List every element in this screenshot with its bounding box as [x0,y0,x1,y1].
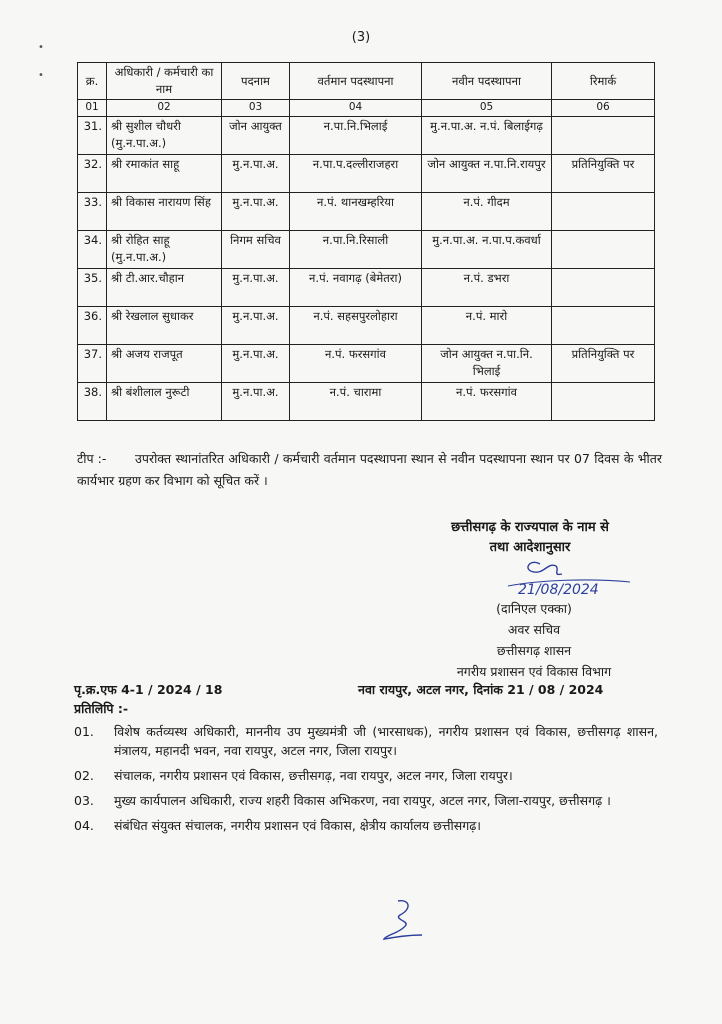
margin-mark: • [38,70,44,81]
copy-number: 03. [74,793,94,808]
page-number: (3) [351,30,371,45]
signatory-designation: अवर सचिव [507,622,561,637]
table-row [78,307,655,345]
current-posting-cell: न.पं. नवागढ़ (बेमेतरा) [290,269,422,307]
new-posting-cell: न.पं. डभरा [422,269,552,307]
reference-number: पृ.क्र.एफ 4-1 / 2024 / 18 [74,682,223,697]
serial-cell: 38. [78,383,107,421]
table-row [78,345,655,383]
name-cell: श्री रोहित साहू (मु.न.पा.अ.) [107,231,222,269]
transfer-table [77,62,655,421]
table-row [78,117,655,155]
serial-cell: 35. [78,269,107,307]
column-number: 01 [78,100,107,117]
remark-cell [552,193,655,231]
remark-cell: प्रतिनियुक्ति पर [552,155,655,193]
serial-cell: 31. [78,117,107,155]
remark-cell [552,307,655,345]
copy-number: 04. [74,818,94,833]
serial-cell: 36. [78,307,107,345]
name-cell: श्री अजय राजपूत [107,345,222,383]
table-row [78,231,655,269]
copy-number: 01. [74,724,94,739]
designation-cell: मु.न.पा.अ. [222,269,290,307]
new-posting-cell: जोन आयुक्त न.पा.नि.रायपुर [422,155,552,193]
table-row [78,269,655,307]
column-number-row [78,100,655,117]
signatory-block [404,598,664,682]
copy-to-list [74,722,658,841]
name-cell: श्री विकास नारायण सिंह [107,193,222,231]
current-posting-cell: न.पं. थानखम्हरिया [290,193,422,231]
remark-cell [552,231,655,269]
list-item [74,791,658,810]
new-posting-cell: न.पं. फरसगांव [422,383,552,421]
table-row [78,155,655,193]
name-cell: श्री सुशील चौधरी (मु.न.पा.अ.) [107,117,222,155]
handwritten-signature-icon [500,556,635,600]
name-cell: श्री रमाकांत साहू [107,155,222,193]
header-new-posting: नवीन पदस्थापना [422,63,552,100]
serial-cell: 34. [78,231,107,269]
current-posting-cell: न.पा.नि.रिसाली [290,231,422,269]
current-posting-cell: न.पं. चारामा [290,383,422,421]
remark-cell [552,269,655,307]
new-posting-cell: जोन आयुक्त न.पा.नि. भिलाई [422,345,552,383]
copy-number: 02. [74,768,94,783]
signatory-govt: छत्तीसगढ़ शासन [496,643,572,658]
copy-recipient: संबंधित संयुक्त संचालक, नगरीय प्रशासन एवं विकास, क्षेत्रीय कार्यालय छत्तीसगढ़। [114,818,482,833]
name-cell: श्री रेखलाल सुधाकर [107,307,222,345]
designation-cell: निगम सचिव [222,231,290,269]
place-and-date: नवा रायपुर, अटल नगर, दिनांक 21 / 08 / 2024 [358,682,604,697]
copy-to-heading: प्रतिलिपि :- [74,701,129,716]
signatory-name: (दानिएल एक्का) [496,601,572,616]
note-label: टीप :- [77,451,107,466]
name-cell: श्री बंशीलाल नुरूटी [107,383,222,421]
new-posting-cell: मु.न.पा.अ. न.पा.प.कवर्धा [422,231,552,269]
margin-mark: • [38,42,44,53]
table-header-row [78,63,655,100]
header-name: अधिकारी / कर्मचारी का नाम [107,63,222,100]
header-serial: क्र. [78,63,107,100]
copy-recipient: मुख्य कार्यपालन अधिकारी, राज्य शहरी विकास अभिकरण, नवा रायपुर, अटल नगर, जिला-रायपुर, छत्तीसगढ़ । [114,793,611,808]
column-number: 02 [107,100,222,117]
initials-signature-icon [378,895,428,945]
reference-line [74,681,654,698]
designation-cell: मु.न.पा.अ. [222,345,290,383]
order-authority [404,518,656,558]
current-posting-cell: न.पा.प.दल्लीराजहरा [290,155,422,193]
remark-cell [552,383,655,421]
column-number: 05 [422,100,552,117]
table-row [78,383,655,421]
table-row [78,193,655,231]
list-item [74,722,658,760]
serial-cell: 33. [78,193,107,231]
current-posting-cell: न.पं. सहसपुरलोहारा [290,307,422,345]
column-number: 04 [290,100,422,117]
copy-recipient: संचालक, नगरीय प्रशासन एवं विकास, छत्तीसगढ़, नवा रायपुर, अटल नगर, जिला रायपुर। [114,768,513,783]
current-posting-cell: न.पा.नि.भिलाई [290,117,422,155]
designation-cell: मु.न.पा.अ. [222,307,290,345]
authority-line-2: तथा आदेशानुसार [489,540,571,555]
list-item [74,816,658,835]
list-item [74,766,658,785]
remark-cell [552,117,655,155]
new-posting-cell: न.पं. गीदम [422,193,552,231]
designation-cell: जोन आयुक्त [222,117,290,155]
serial-cell: 37. [78,345,107,383]
header-current-posting: वर्तमान पदस्थापना [290,63,422,100]
new-posting-cell: न.पं. मारो [422,307,552,345]
header-remark: रिमार्क [552,63,655,100]
name-cell: श्री टी.आर.चौहान [107,269,222,307]
current-posting-cell: न.पं. फरसगांव [290,345,422,383]
designation-cell: मु.न.पा.अ. [222,155,290,193]
new-posting-cell: मु.न.पा.अ. न.पं. बिलाईगढ़ [422,117,552,155]
designation-cell: मु.न.पा.अ. [222,383,290,421]
transfer-note [77,448,662,492]
note-text: उपरोक्त स्थानांतरित अधिकारी / कर्मचारी वर्तमान पदस्थापना स्थान से नवीन पदस्थापना स्थान पर 07 दिवस के भीतर कार्यभार ग्रहण कर विभाग को सूचित करें । [77,451,662,488]
authority-line-1: छत्तीसगढ़ के राज्यपाल के नाम से [451,520,609,535]
column-number: 06 [552,100,655,117]
signature-date: 21/08/2024 [518,582,599,598]
header-designation: पदनाम [222,63,290,100]
column-number: 03 [222,100,290,117]
designation-cell: मु.न.पा.अ. [222,193,290,231]
signatory-department: नगरीय प्रशासन एवं विकास विभाग [456,664,612,679]
remark-cell: प्रतिनियुक्ति पर [552,345,655,383]
serial-cell: 32. [78,155,107,193]
copy-recipient: विशेष कर्तव्यस्थ अधिकारी, माननीय उप मुख्यमंत्री जी (भारसाधक), नगरीय प्रशासन एवं विकास, छत्तीसगढ़ शासन, मंत्रालय, महानदी भवन, नवा रायपुर, अटल नगर, जिला रायपुर। [114,724,658,758]
